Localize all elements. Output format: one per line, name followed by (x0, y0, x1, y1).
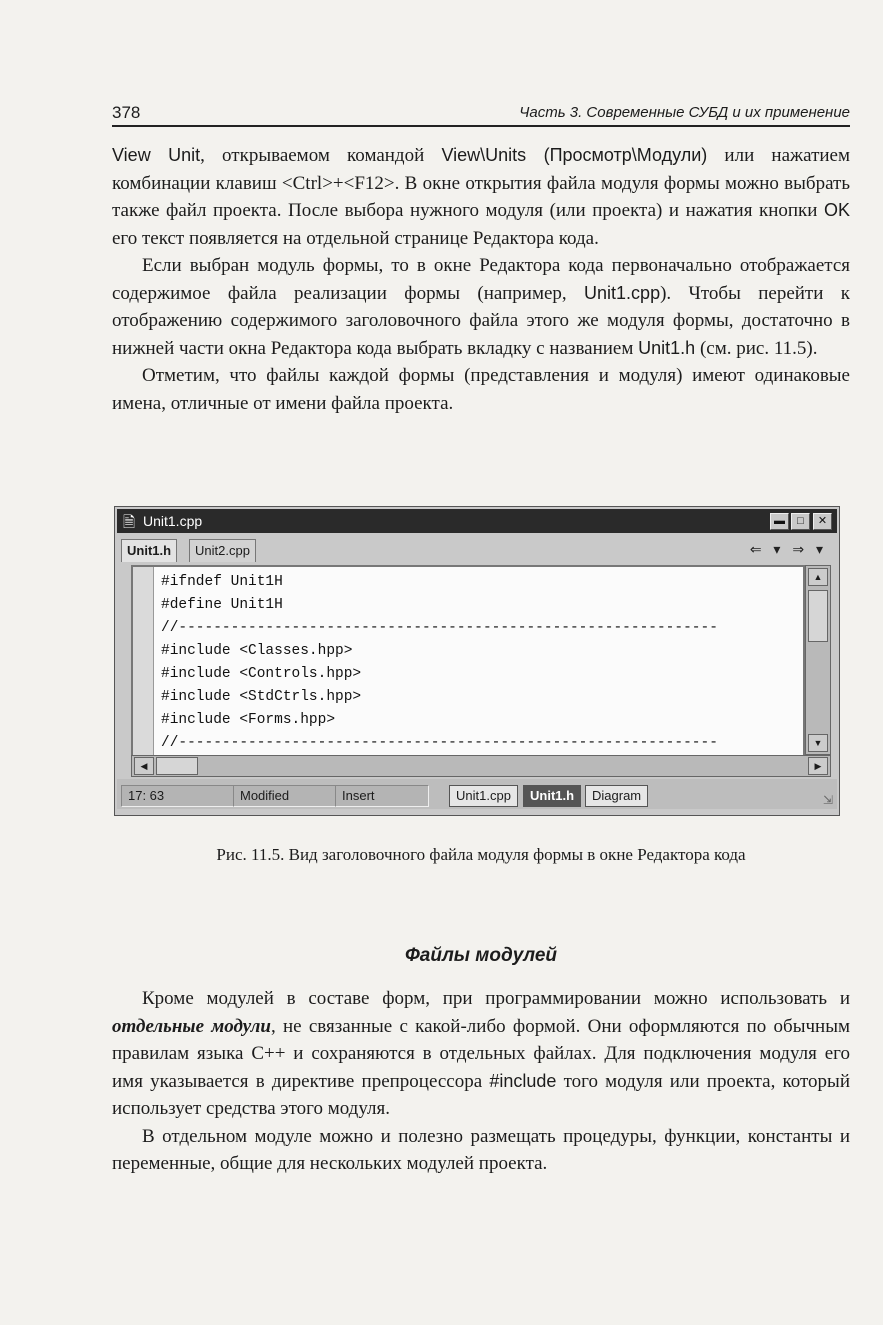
maximize-icon[interactable]: □ (791, 513, 810, 530)
text-run: , открываемом командой (200, 145, 442, 166)
scroll-right-icon[interactable]: ▶ (808, 757, 828, 775)
running-head: Часть 3. Современные СУБД и их применение (519, 104, 850, 121)
text-run: Unit1.cpp (584, 282, 661, 303)
text-run: того модуля или проекта, который использует средства этого модуля. (112, 1070, 850, 1119)
scroll-thumb[interactable] (156, 757, 198, 775)
text-run: отдельные модули (112, 1015, 271, 1037)
paragraph (112, 985, 850, 1123)
text-run: его текст появляется на отдельной странице Редактора кода. (112, 227, 599, 249)
code-editor[interactable] (131, 565, 805, 757)
text-run: #include (489, 1070, 557, 1091)
tab-unit1-cpp[interactable]: Unit1.cpp (449, 785, 518, 807)
text-run: Unit1.h (638, 337, 696, 358)
paragraph (112, 362, 850, 417)
top-tab-row (117, 535, 837, 565)
page-number: 378 (112, 103, 141, 122)
text-run: , не связанные с какой-либо формой. Они оформляются по обычным правилам языка C++ и сохраняются в отдельных файлах. Для подключения модуля его имя указывается в директиве препроцессора (112, 1015, 850, 1092)
top-text-block (112, 142, 850, 417)
vertical-scrollbar[interactable] (805, 565, 831, 755)
scroll-down-icon[interactable]: ▼ (808, 734, 828, 752)
scroll-up-icon[interactable]: ▲ (808, 568, 828, 586)
document-icon: 🗎 (123, 514, 136, 531)
text-run: Отметим, что файлы каждой формы (представления и модуля) имеют одинаковые имена, отличные от имени файла проекта. (112, 365, 850, 414)
title-bar (117, 509, 837, 533)
text-run: ). Чтобы перейти к отображению содержимого заголовочного файла этого же модуля формы, достаточно в нижней части окна Редактора кода выбрать вкладку с названием (112, 282, 850, 359)
cursor-position: 17: 63 (121, 785, 235, 807)
window-title: Unit1.cpp (143, 513, 203, 529)
scroll-left-icon[interactable]: ◀ (134, 757, 154, 775)
header-rule (112, 125, 850, 127)
text-run: Кроме модулей в составе форм, при программировании можно использовать и (142, 988, 850, 1009)
text-run: (см. рис. 11.5). (695, 337, 818, 359)
code-editor-window (114, 506, 840, 816)
tab-unit2-cpp[interactable]: Unit2.cpp (189, 539, 256, 562)
editor-gutter (133, 567, 154, 755)
horizontal-scrollbar[interactable] (131, 755, 831, 777)
tab-diagram[interactable]: Diagram (585, 785, 648, 807)
text-run: или нажатием комбинации клавиш <Ctrl>+<F12>. В окне открытия файла модуля формы можно выбрать также файл проекта. После выбора нужного модуля (или проекта) и нажатия кнопки (112, 145, 851, 221)
paragraph (112, 1123, 850, 1178)
close-icon[interactable]: ✕ (813, 513, 832, 530)
navigation-arrows-icon[interactable]: ⇐ ▾ ⇒ ▾ (749, 541, 827, 557)
resize-grip-icon[interactable]: ⇲ (822, 793, 833, 807)
minimize-icon[interactable]: ▬ (770, 513, 789, 530)
bottom-text-block (112, 985, 850, 1178)
status-bar (117, 779, 837, 809)
text-run: В отдельном модуле можно и полезно размещать процедуры, функции, константы и переменные, общие для нескольких модулей проекта. (112, 1125, 850, 1174)
text-run: View\Units (Просмотр\Модули) (441, 145, 708, 165)
insert-mode-indicator: Insert (335, 785, 429, 807)
figure-caption: Рис. 11.5. Вид заголовочного файла модуля формы в окне Редактора кода (216, 845, 746, 864)
tab-unit1-h-bottom[interactable]: Unit1.h (523, 785, 581, 807)
text-run: OK (823, 200, 850, 220)
tab-unit1-h[interactable]: Unit1.h (121, 539, 177, 562)
code-text: #ifndef Unit1H #define Unit1H //-------------------------------------------------------------- #include <Classes.hpp> #include <Controls.hpp> #include <StdCtrls.hpp> #include <Forms.hpp> //-------------------------------------------------------------- (161, 574, 718, 751)
modified-indicator: Modified (233, 785, 337, 807)
text-run: View Unit (112, 145, 201, 165)
text-run: Если выбран модуль формы, то в окне Редактора кода первоначально отображается содержимое файла реализации формы (например, (112, 255, 850, 304)
paragraph (112, 142, 850, 252)
paragraph (112, 252, 850, 362)
scroll-thumb[interactable] (808, 590, 828, 642)
section-heading: Файлы модулей (404, 945, 558, 966)
